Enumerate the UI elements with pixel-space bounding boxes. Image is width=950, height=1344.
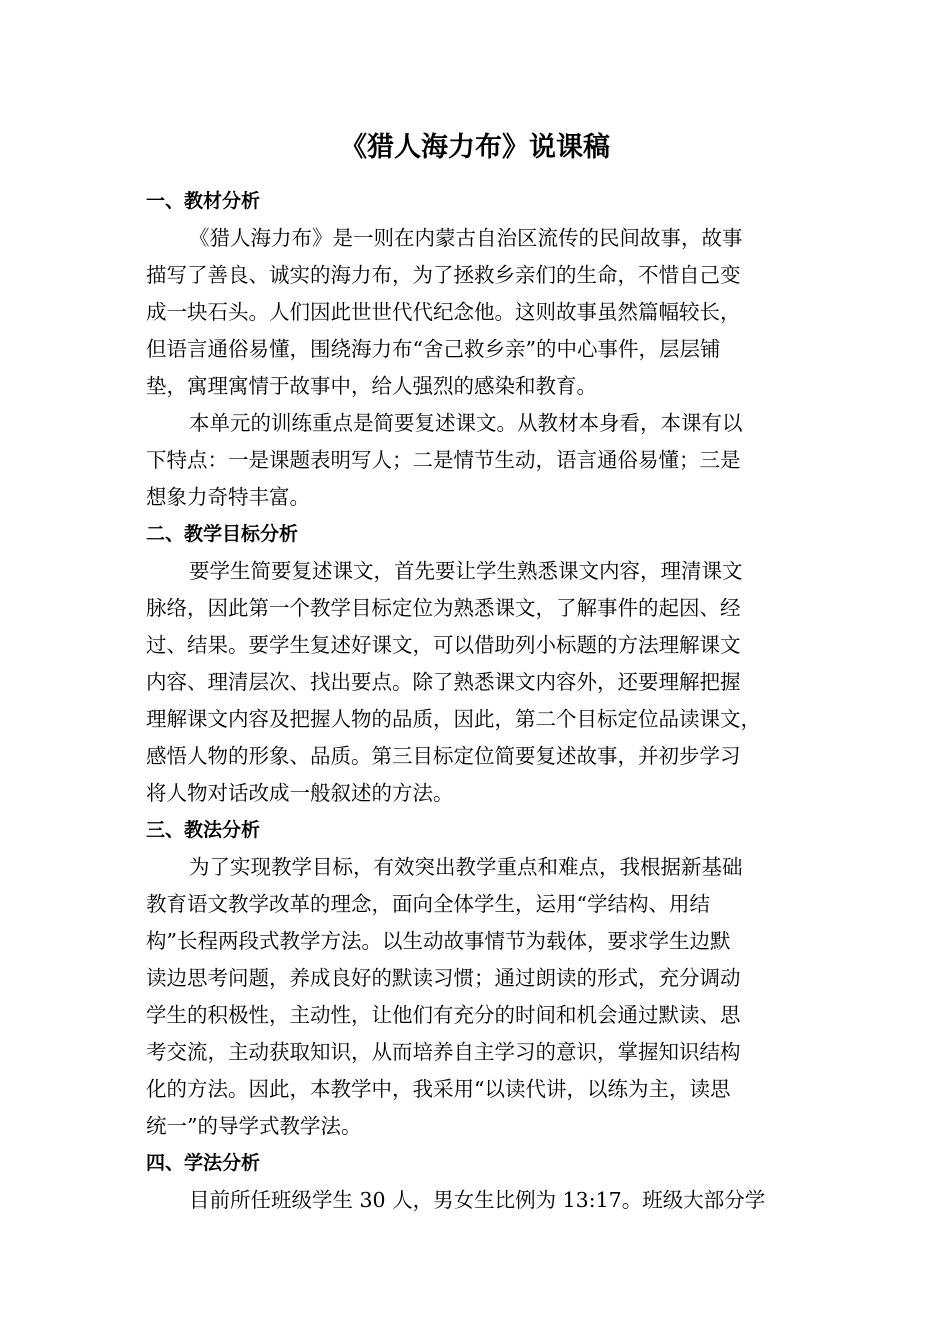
paragraph-line: 下特点：一是课题表明写人；二是情节生动，语言通俗易懂；三是 xyxy=(146,448,741,472)
paragraph-line: 脉络，因此第一个教学目标定位为熟悉课文，了解事件的起因、经 xyxy=(146,596,741,620)
paragraph-line: 将人物对话改成一般叙述的方法。 xyxy=(146,781,454,805)
paragraph-line: 内容、理清层次、找出要点。除了熟悉课文内容外，还要理解把握 xyxy=(146,670,741,694)
paragraph-line: 构”长程两段式教学方法。以生动故事情节为载体，要求学生边默 xyxy=(146,929,731,953)
paragraph-line: 《猎人海力布》是一则在内蒙古自治区流传的民间故事，故事 xyxy=(189,226,743,250)
paragraph-line: 描写了善良、诚实的海力布，为了拯救乡亲们的生命，不惜自己变 xyxy=(146,263,741,287)
paragraph-line: 学生的积极性，主动性，让他们有充分的时间和机会通过默读、思 xyxy=(146,1003,741,1027)
section-heading: 四、学法分析 xyxy=(146,1152,261,1174)
paragraph-line: 化的方法。因此，本教学中，我采用“以读代讲，以练为主，读思 xyxy=(146,1077,731,1101)
paragraph-line: 统一”的导学式教学法。 xyxy=(146,1114,362,1138)
section-heading: 二、教学目标分析 xyxy=(146,523,299,545)
paragraph-line: 为了实现教学目标，有效突出教学重点和难点，我根据新基础 xyxy=(189,855,743,879)
paragraph-line: 读边思考问题，养成良好的默读习惯；通过朗读的形式，充分调动 xyxy=(146,966,741,990)
paragraph-line: 教育语文教学改革的理念，面向全体学生，运用“学结构、用结 xyxy=(146,892,710,916)
section-heading: 一、教材分析 xyxy=(146,190,261,212)
paragraph-line: 想象力奇特丰富。 xyxy=(146,485,310,509)
paragraph-line: 考交流，主动获取知识，从而培养自主学习的意识，掌握知识结构 xyxy=(146,1040,741,1064)
paragraph-line: 目前所任班级学生 30 人，男女生比例为 13:17。班级大部分学 xyxy=(189,1188,766,1212)
section-heading: 三、教法分析 xyxy=(146,819,261,841)
document-title: 《猎人海力布》说课稿 xyxy=(340,132,610,163)
paragraph-line: 要学生简要复述课文，首先要让学生熟悉课文内容，理清课文 xyxy=(189,559,743,583)
paragraph-line: 垫，寓理寓情于故事中，给人强烈的感染和教育。 xyxy=(146,374,597,398)
paragraph-line: 本单元的训练重点是简要复述课文。从教材本身看，本课有以 xyxy=(189,411,743,435)
paragraph-line: 但语言通俗易懂，围绕海力布“舍己救乡亲”的中心事件，层层铺 xyxy=(146,337,721,361)
paragraph-line: 理解课文内容及把握人物的品质，因此，第二个目标定位品读课文， xyxy=(146,707,761,731)
paragraph-line: 过、结果。要学生复述好课文，可以借助列小标题的方法理解课文 xyxy=(146,633,741,657)
paragraph-line: 成一块石头。人们因此世世代代纪念他。这则故事虽然篇幅较长， xyxy=(146,300,741,324)
paragraph-line: 感悟人物的形象、品质。第三目标定位简要复述故事，并初步学习 xyxy=(146,744,741,768)
